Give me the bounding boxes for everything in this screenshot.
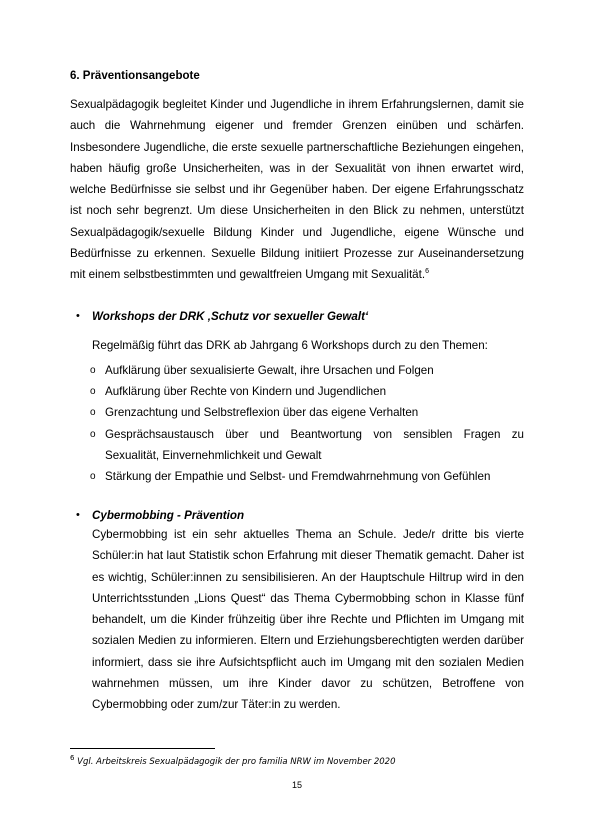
- workshops-title: Workshops der DRK ‚Schutz vor sexueller Gewalt‘: [92, 310, 369, 323]
- footnote-reference: 6: [425, 268, 429, 276]
- workshops-intro: Regelmäßig führt das DRK ab Jahrgang 6 Workshops durch zu den Themen:: [92, 339, 488, 352]
- page-number: 15: [291, 780, 302, 790]
- cybermobbing-title: Cybermobbing - Prävention: [92, 509, 245, 522]
- sub-bullet-marker: o: [90, 407, 96, 418]
- intro-paragraph-text: Sexualpädagogik begleitet Kinder und Jugendliche in ihrem Erfahrungslernen, damit sie auch die Wahrnehmung eigener und fremder Grenzen einüben und schärfen. Insbesondere Jugendliche, die erste sexuelle partnerschaftliche Beziehungen eingehen, haben häufig große Unsicherheiten, was in der Sexualität von ihnen erwartet wird, welche Bedürfnisse sie selbst und ihr Gegenüber haben. Der eigene Erfahrungsschatz ist noch sehr begrenzt. Um diese Unsicherheiten in den Blick zu nehmen, unterstützt Sexualpädagogik/sexuelle Bildung Kinder und Jugendliche, eigene Wünsche und Bedürfnisse zu erkennen. Sexuelle Bildung initiiert Prozesse zur Auseinandersetzung mit einem selbstbestimmten und gewaltfreien Umgang mit Sexualität.: [70, 98, 524, 282]
- sub-bullet-marker: o: [90, 365, 96, 376]
- sub-bullet-marker: o: [90, 386, 96, 397]
- footnote-text: Vgl. Arbeitskreis Sexualpädagogik der pro familia NRW im November 2020: [74, 757, 396, 767]
- list-item-text: Stärkung der Empathie und Selbst- und Fremdwahrnehmung von Gefühlen: [105, 470, 491, 483]
- footnote-number: 6: [70, 754, 75, 763]
- bullet-marker: •: [76, 310, 80, 322]
- bullet-marker: •: [76, 509, 80, 521]
- footnote-separator: [70, 748, 215, 749]
- list-item-text: Grenzachtung und Selbstreflexion über das eigene Verhalten: [105, 406, 419, 419]
- cybermobbing-paragraph: Cybermobbing ist ein sehr aktuelles Thema an Schule. Jede/r dritte bis vierte Schüler:in hat laut Statistik schon Erfahrung mit dieser Thematik gemacht. Daher ist es wichtig, Schüler:innen zu sensibilisieren. An der Hauptschule Hiltrup wird in den Unterrichtsstunden „Lions Quest“ das Thema Cybermobbing schon in Klasse fünf behandelt, um die Kinder frühzeitig über ihre Rechte und Pflichten im Umgang mit sozialen Medien zu informieren. Eltern und Erziehungsberechtigten werden darüber informiert, dass sie ihre Aufsichtspflicht auch im Umgang mit den sozialen Medien wahrnehmen müssen, um ihre Kinder davor zu schützen, Betroffene von Cybermobbing oder zum/zur Täter:in zu werden.: [92, 528, 524, 712]
- footnote: [70, 754, 396, 767]
- list-item-text: Aufklärung über sexualisierte Gewalt, ihre Ursachen und Folgen: [105, 364, 434, 377]
- list-item-text: Aufklärung über Rechte von Kindern und Jugendlichen: [105, 385, 387, 398]
- sub-bullet-marker: o: [90, 429, 96, 440]
- list-item-text: Gesprächsaustausch über und Beantwortung von sensiblen Fragen zu Sexualität, Einvernehmlichkeit und Gewalt: [105, 428, 524, 463]
- sub-bullet-marker: o: [90, 471, 96, 482]
- intro-paragraph: [70, 94, 524, 286]
- section-heading: 6. Präventionsangebote: [70, 70, 200, 82]
